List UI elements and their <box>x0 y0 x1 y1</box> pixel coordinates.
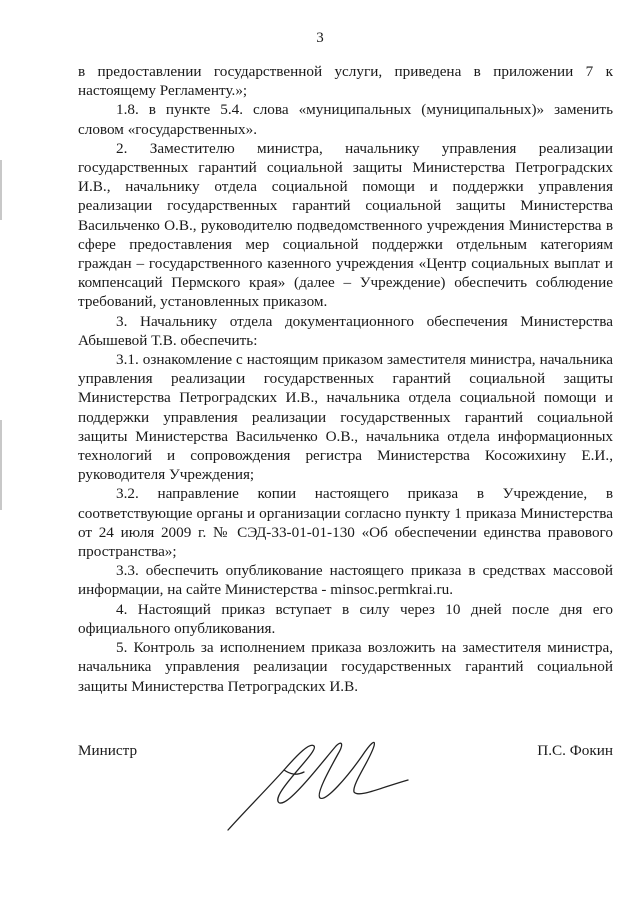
signer-name: П.С. Фокин <box>537 742 613 759</box>
signature-block <box>78 736 613 856</box>
scan-edge-mark <box>0 160 2 220</box>
paragraph-3-3: 3.3. обеспечить опубликование настоящего приказа в средствах массовой информации, на сайте Министерства - minsoc.permkrai.ru. <box>78 562 613 599</box>
page-number: 3 <box>316 30 324 46</box>
paragraph-4: 4. Настоящий приказ вступает в силу через 10 дней после дня его официального опубликования. <box>78 600 613 637</box>
paragraph-continuation: в предоставлении государственной услуги, приведена в приложении 7 к настоящему Регламенту.»; <box>78 63 613 100</box>
paragraph-5: 5. Контроль за исполнением приказа возложить на заместителя министра, начальника управления реализации государственных гарантий социальной защиты Министерства Петроградских И.В. <box>78 639 613 695</box>
paragraph-1-8: 1.8. в пункте 5.4. слова «муниципальных (муниципальных)» заменить словом «государственных». <box>78 101 613 138</box>
paragraph-3: 3. Начальнику отдела документационного обеспечения Министерства Абышевой Т.В. обеспечить: <box>78 312 613 349</box>
handwritten-signature <box>224 726 414 836</box>
paragraph-3-1: 3.1. ознакомление с настоящим приказом заместителя министра, начальника управления реализации государственных гарантий социальной защиты Министерства Петроградских И.В., начальника отдела социальной помощи и поддержки управления реализации государственных гарантий социальной защиты Министерства Васильченко О.В., начальника отдела информационных технологий и сопровождения регистра Министерства Косожихину Е.И., руководителя Учреждения; <box>78 351 613 484</box>
signer-position: Министр <box>78 742 138 759</box>
paragraph-3-2: 3.2. направление копии настоящего приказа в Учреждение, в соответствующие органы и организации согласно пункту 1 приказа Министерства от 24 июля 2009 г. № СЭД-33-01-01-130 «Об обеспечении единства правового пространства»; <box>78 485 613 561</box>
scan-edge-mark <box>0 420 2 510</box>
paragraph-2: 2. Заместителю министра, начальнику управления реализации государственных гарантий социальной защиты Министерства Петроградских И.В., начальнику отдела социальной помощи и поддержки управления реализации государственных гарантий социальной защиты Министерства Васильченко О.В., руководителю подведомственного учреждения Министерства в сфере предоставления мер социальной поддержки отдельным категориям граждан – государственного казенного учреждения «Центр социальных выплат и компенсаций Пермского края» (далее – Учреждение) обеспечить соблюдение требований, установленных приказом. <box>78 139 613 311</box>
document-body <box>78 62 613 696</box>
